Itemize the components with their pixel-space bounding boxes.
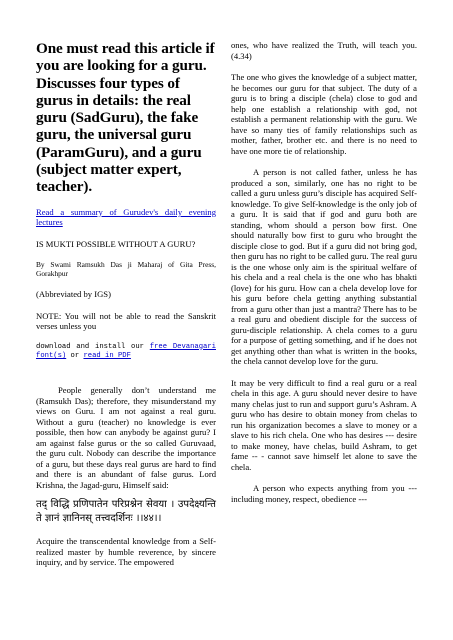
intro-paragraph: People generally don’t understand me (Ramsukh Das); therefore, they misunderstand my views on Guru. I am not against a real guru. Without a guru (teacher) no knowledge is ever possible, then how can anybody be against guru? I am against false gurus or the so called Guruvaad, the guru cult. Nobody can describe the importance of a guru, but these days real gurus are hard to find and there is an abundant of false gurus. Lord Krishna, the Jagad-guru, Himself said: (36, 385, 216, 490)
verse-translation: Acquire the transcendental knowledge from a Self-realized master by humble reverence, by sincere inquiry, and by service. The empowered (36, 536, 216, 568)
pdf-link[interactable]: read in PDF (83, 352, 131, 361)
abbrev-note: (Abbreviated by IGS) (36, 289, 111, 300)
real-guru-paragraph: A person is not called father, unless he has produced a son, similarly, one has no right to be called a guru unless guru’s disciple has acquired Self-knowledge. To give Self-knowledge is the only job of a guru. It is said that if god and guru both are standing, whom should a person bow first. One should naturally bow first to guru who brought the disciple close to god. But if a guru did not bring god, then guru has no right to be called guru. The real guru is the one whose only aim is the spiritual welfare of his chela and a real chela is the one who has bhakti (love) for his guru. How can a chela develop love for his guru before chela getting anything substantial from a guru other than just a mantra? There has to be a real guru and obedient disciple for the success of guru-disciple relationship. A chela comes to a guru for a purpose of getting something, and if he does not get anything other than what is written in the books, the chela cannot develop love for the guru. (231, 167, 417, 366)
guru-duty-paragraph: The one who gives the knowledge of a subject matter, he becomes our guru for that subject. The duty of a guru is to bring a disciple (chela) close to god and help one establish a relationship with god, not establish a permanent relationship with the guru. We have so many ties of family relationships such as mother, father, brother etc. and there is no need to have one more tie of relationship. (231, 72, 417, 156)
download-line (36, 343, 216, 362)
right-column (231, 0, 417, 504)
or-text: or (66, 352, 84, 361)
sanskrit-note: NOTE: You will not be able to read the Sanskrit verses unless you (36, 310, 216, 332)
byline: By Swami Ramsukh Das ji Maharaj of Gita Press, Gorakhpur (36, 260, 216, 279)
translation-continued: ones, who have realized the Truth, will teach you. (4.34) (231, 40, 417, 61)
article-title: One must read this article if you are looking for a guru. Discusses four types of gurus in details: the real guru (SadGuru), the fake guru, the universal guru (ParamGuru), and a guru (subject matter expert, teacher). (36, 40, 215, 196)
download-text: download and install our (36, 342, 150, 351)
difficulty-paragraph: It may be very difficult to find a real guru or a real chela in this age. A guru should never desire to have many chelas just to run and support guru’s Ashram. A guru who has desire to obtain money from chelas to run his organization becomes a slave to money or a slave to his rich chela. One who has desires --- desire to make money, have chelas, build Ashram, to get fame -- - cannot save himself let alone to save the chela. (231, 377, 417, 472)
section-heading: IS MUKTI POSSIBLE WITHOUT A GURU? (36, 238, 196, 249)
sanskrit-verse: तद् विद्धि प्रणिपातेन परिप्रश्नेन सेवया । उपदेक्ष्यन्ति ते ज्ञानं ज्ञानिनस् तत्त्वदर्शिनः ।।४४।। (36, 499, 216, 525)
expectation-paragraph: A person who expects anything from you --- including money, respect, obedience --- (231, 483, 417, 504)
summary-link[interactable]: Read a summary of Gurudev's daily evening lectures (36, 206, 216, 228)
font-download-link[interactable]: free Devanagari font(s) (36, 342, 216, 361)
summary-paragraph (36, 207, 216, 228)
left-column (36, 0, 216, 568)
